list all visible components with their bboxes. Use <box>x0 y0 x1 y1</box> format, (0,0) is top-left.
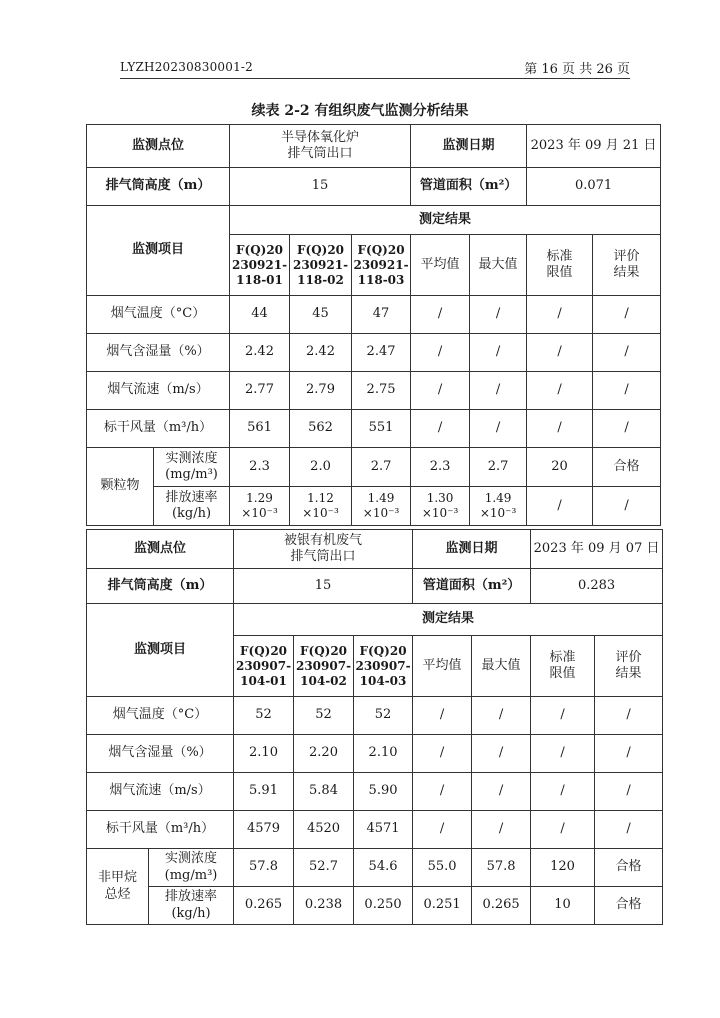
cell: 5.90 <box>354 773 413 811</box>
cell: 55.0 <box>413 849 472 887</box>
cell: / <box>593 487 661 526</box>
cell: 57.8 <box>472 849 531 887</box>
cell: 1.49 ×10⁻³ <box>470 487 527 526</box>
cell: 52 <box>354 697 413 735</box>
table-row <box>87 849 663 887</box>
cell: / <box>527 487 593 526</box>
table-row <box>87 168 661 206</box>
cell: 1.12 ×10⁻³ <box>290 487 352 526</box>
evaluation-header: 评价 结果 <box>593 235 661 296</box>
cell: 5.84 <box>294 773 354 811</box>
cell: / <box>593 372 661 410</box>
evaluation-header: 评价 结果 <box>595 636 663 697</box>
row-label: 烟气温度（°C） <box>87 296 230 334</box>
cell: 52 <box>294 697 354 735</box>
cell: 合格 <box>595 887 663 925</box>
cell: 52.7 <box>294 849 354 887</box>
cell: 合格 <box>593 448 661 487</box>
table-row <box>87 334 661 372</box>
row-label: 烟气含湿量（%） <box>87 735 234 773</box>
table-row <box>87 487 661 526</box>
max-header: 最大值 <box>472 636 531 697</box>
cell: 2.0 <box>290 448 352 487</box>
table-row <box>87 530 663 569</box>
table-title: 续表 2-2 有组织废气监测分析结果 <box>251 103 469 119</box>
cell: 551 <box>352 410 411 448</box>
sample-id: F(Q)20 230921- 118-03 <box>352 235 411 296</box>
cell: 2.7 <box>470 448 527 487</box>
table-row <box>87 410 661 448</box>
standard-limit-header: 标准 限值 <box>531 636 595 697</box>
table-row <box>87 604 663 636</box>
cell: / <box>527 296 593 334</box>
row-label: 烟气流速（m/s） <box>87 372 230 410</box>
sample-id: F(Q)20 230921- 118-01 <box>230 235 290 296</box>
cell: / <box>527 372 593 410</box>
cell: 2.75 <box>352 372 411 410</box>
cell: / <box>531 697 595 735</box>
row-label: 烟气温度（°C） <box>87 697 234 735</box>
pipe-area-value: 0.071 <box>527 168 661 206</box>
sample-id: F(Q)20 230921- 118-02 <box>290 235 352 296</box>
cell: / <box>531 735 595 773</box>
cell: 4520 <box>294 811 354 849</box>
cell: 562 <box>290 410 352 448</box>
cell: 0.265 <box>472 887 531 925</box>
average-header: 平均值 <box>413 636 472 697</box>
row-label: 排放速率 (kg/h) <box>154 487 230 526</box>
cell: / <box>595 735 663 773</box>
pipe-area-label: 管道面积（m²） <box>413 569 531 604</box>
cell: 52 <box>234 697 294 735</box>
table-row <box>87 569 663 604</box>
cell: 2.47 <box>352 334 411 372</box>
table-row <box>87 125 661 168</box>
cell: / <box>593 334 661 372</box>
table-row <box>87 773 663 811</box>
cell: / <box>531 773 595 811</box>
row-label: 实测浓度 (mg/m³) <box>149 849 234 887</box>
cell: / <box>527 410 593 448</box>
document-id: LYZH20230830001-2 <box>120 60 253 74</box>
results-label: 测定结果 <box>230 206 661 235</box>
table-row <box>87 372 661 410</box>
cell: 2.77 <box>230 372 290 410</box>
cell: 0.238 <box>294 887 354 925</box>
cell: 54.6 <box>354 849 413 887</box>
pipe-area-value: 0.283 <box>531 569 663 604</box>
standard-limit-header: 标准 限值 <box>527 235 593 296</box>
results-table-silvering-organic <box>86 529 663 925</box>
table-row <box>87 811 663 849</box>
cell: 2.79 <box>290 372 352 410</box>
cell: 57.8 <box>234 849 294 887</box>
stack-height-value: 15 <box>230 168 411 206</box>
monitor-date-label: 监测日期 <box>411 125 527 168</box>
cell: / <box>527 334 593 372</box>
cell: / <box>470 334 527 372</box>
sample-id: F(Q)20 230907- 104-01 <box>234 636 294 697</box>
cell: / <box>470 410 527 448</box>
monitor-point-value: 半导体氧化炉 排气筒出口 <box>230 125 411 168</box>
cell: / <box>413 697 472 735</box>
monitor-point-label: 监测点位 <box>87 125 230 168</box>
cell: 2.42 <box>290 334 352 372</box>
stack-height-label: 排气筒高度（m） <box>87 168 230 206</box>
cell: / <box>411 334 470 372</box>
cell: 4571 <box>354 811 413 849</box>
cell: / <box>472 773 531 811</box>
row-label: 标干风量（m³/h） <box>87 410 230 448</box>
cell: 2.7 <box>352 448 411 487</box>
row-label: 标干风量（m³/h） <box>87 811 234 849</box>
page-number: 第 16 页 共 26 页 <box>524 62 630 77</box>
cell: / <box>531 811 595 849</box>
monitor-point-value: 被银有机废气 排气筒出口 <box>234 530 413 569</box>
cell: / <box>411 296 470 334</box>
sample-id: F(Q)20 230907- 104-03 <box>354 636 413 697</box>
cell: / <box>413 811 472 849</box>
pollutant-name: 非甲烷 总烃 <box>87 849 149 925</box>
cell: 10 <box>531 887 595 925</box>
cell: / <box>411 410 470 448</box>
cell: 2.20 <box>294 735 354 773</box>
cell: 2.3 <box>411 448 470 487</box>
max-header: 最大值 <box>470 235 527 296</box>
table-row <box>87 448 661 487</box>
monitor-point-label: 监测点位 <box>87 530 234 569</box>
cell: 120 <box>531 849 595 887</box>
table-row <box>87 735 663 773</box>
cell: / <box>470 372 527 410</box>
cell: / <box>470 296 527 334</box>
cell: 4579 <box>234 811 294 849</box>
cell: 2.42 <box>230 334 290 372</box>
cell: / <box>472 735 531 773</box>
sample-id: F(Q)20 230907- 104-02 <box>294 636 354 697</box>
stack-height-label: 排气筒高度（m） <box>87 569 234 604</box>
pipe-area-label: 管道面积（m²） <box>411 168 527 206</box>
cell: / <box>593 410 661 448</box>
cell: / <box>413 773 472 811</box>
cell: / <box>472 697 531 735</box>
cell: 0.265 <box>234 887 294 925</box>
cell: 1.30 ×10⁻³ <box>411 487 470 526</box>
table-row <box>87 697 663 735</box>
row-label: 烟气含湿量（%） <box>87 334 230 372</box>
cell: 5.91 <box>234 773 294 811</box>
cell: 20 <box>527 448 593 487</box>
average-header: 平均值 <box>411 235 470 296</box>
row-label: 排放速率 (kg/h) <box>149 887 234 925</box>
cell: 44 <box>230 296 290 334</box>
cell: / <box>595 697 663 735</box>
pollutant-name: 颗粒物 <box>87 448 154 526</box>
cell: / <box>413 735 472 773</box>
cell: 45 <box>290 296 352 334</box>
cell: 2.10 <box>234 735 294 773</box>
row-label: 烟气流速（m/s） <box>87 773 234 811</box>
monitor-date-label: 监测日期 <box>413 530 531 569</box>
cell: 0.250 <box>354 887 413 925</box>
table-row <box>87 206 661 235</box>
table-row <box>87 296 661 334</box>
cell: 0.251 <box>413 887 472 925</box>
row-label: 实测浓度 (mg/m³) <box>154 448 230 487</box>
monitor-item-label: 监测项目 <box>87 206 230 296</box>
cell: 1.29 ×10⁻³ <box>230 487 290 526</box>
table-row <box>87 887 663 925</box>
cell: 2.3 <box>230 448 290 487</box>
stack-height-value: 15 <box>234 569 413 604</box>
results-table-oxidation-furnace <box>86 124 661 526</box>
cell: / <box>595 811 663 849</box>
results-label: 测定结果 <box>234 604 663 636</box>
monitor-item-label: 监测项目 <box>87 604 234 697</box>
cell: / <box>595 773 663 811</box>
cell: / <box>593 296 661 334</box>
cell: / <box>411 372 470 410</box>
monitor-date-value: 2023 年 09 月 07 日 <box>531 530 663 569</box>
cell: 47 <box>352 296 411 334</box>
monitor-date-value: 2023 年 09 月 21 日 <box>527 125 661 168</box>
cell: / <box>472 811 531 849</box>
page-header <box>120 58 630 79</box>
cell: 2.10 <box>354 735 413 773</box>
cell: 561 <box>230 410 290 448</box>
cell: 合格 <box>595 849 663 887</box>
cell: 1.49 ×10⁻³ <box>352 487 411 526</box>
